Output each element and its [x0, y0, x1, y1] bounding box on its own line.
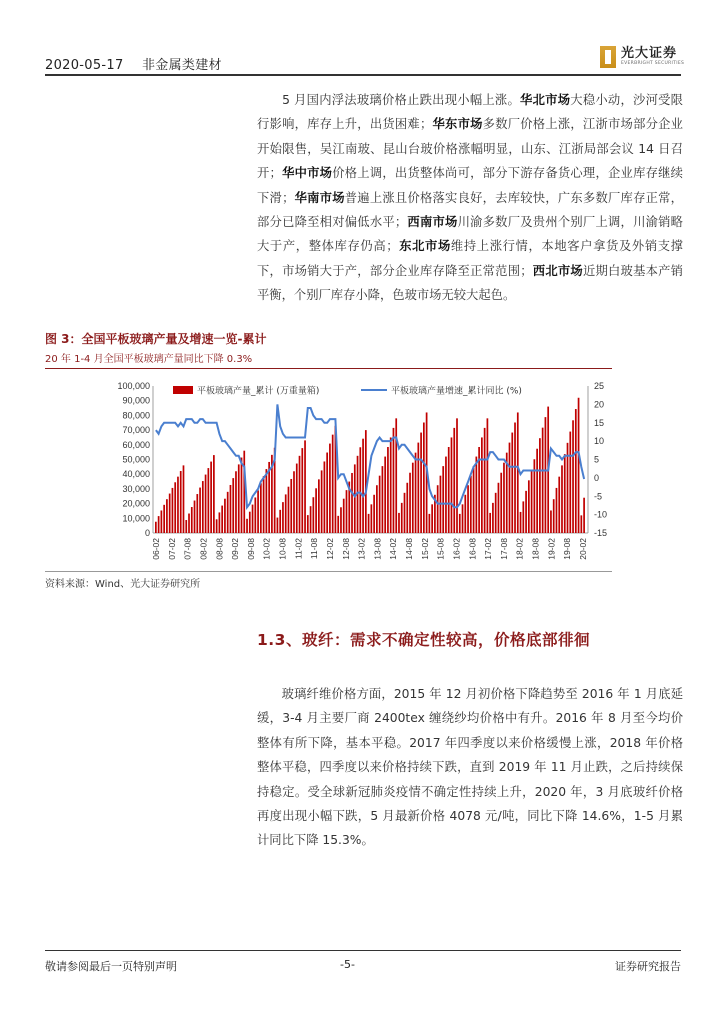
x-tick-label: 10-02 [261, 538, 272, 560]
region-name: 华北市场 [520, 93, 571, 107]
output-bar [384, 457, 386, 533]
output-bar [542, 428, 544, 533]
output-bar [412, 463, 414, 533]
report-date: 2020-05-17 [45, 58, 124, 73]
output-bar [575, 409, 577, 533]
section-title: 1.3、玻纤：需求不确定性较高，价格底部徘徊 [257, 631, 590, 649]
output-bar [307, 515, 309, 533]
output-bar [343, 499, 345, 533]
output-bar [550, 510, 552, 533]
output-bar [285, 494, 287, 533]
output-bar [329, 444, 331, 533]
output-bar [572, 420, 574, 533]
output-bar [379, 476, 381, 533]
output-bar [185, 520, 187, 533]
footer-report-type: 证券研究报告 [615, 960, 681, 973]
output-bar [161, 510, 163, 533]
page-number: -5- [340, 958, 355, 971]
output-bar [420, 433, 422, 533]
left-tick-label: 100,000 [117, 381, 150, 391]
x-tick-label: 15-08 [435, 538, 446, 560]
output-bar [337, 516, 339, 533]
output-bar [194, 501, 196, 533]
region-name: 华中市场 [281, 166, 333, 181]
output-bar [155, 522, 157, 533]
output-bar [500, 473, 502, 533]
output-bar [517, 412, 519, 533]
output-bar [437, 485, 439, 533]
output-bar [221, 506, 223, 533]
output-bar [207, 468, 209, 533]
output-bar [495, 493, 497, 533]
x-tick-label: 14-08 [404, 538, 414, 560]
output-bar [406, 483, 408, 533]
fiberglass-paragraph: 玻璃纤维价格方面，2015 年 12 月初价格下降趋势至 2016 年 1 月底延缓，3-4 月主要厂商 2400tex 缠绕纱均价格中有升。2016 年 8 月至今均价整体有所下降，基本平稳。2017 年四季度以来价格缓慢上涨，2018 年价格整体平稳，四季度以来价格持续下跌，直到 2019 年 11 月止跌，之后持续保持稳定。受全球新冠肺炎疫情不确定性持续上升，2020 年，3 月底玻纤价格再度出现小幅下跌，5 月最新价格 4078 元/吨，同比下降 14.6%，1-5 月累计同比下降 15.3%。 [257, 687, 683, 848]
output-bar [296, 464, 298, 533]
output-bar [263, 476, 265, 533]
x-tick-label: 09-02 [230, 538, 241, 560]
output-bar [509, 443, 511, 533]
x-tick-label: 06-02 [151, 538, 161, 560]
output-bar [429, 514, 431, 533]
output-bar [351, 473, 353, 533]
output-bar [216, 519, 218, 533]
output-bar [520, 512, 522, 533]
output-bar [528, 480, 530, 533]
output-bar [235, 471, 237, 533]
x-tick-label: 14-02 [388, 538, 399, 560]
output-bar [238, 464, 240, 533]
paragraph-text: 价格上调，出货整体尚可，部分下游存备货心理，企业库存继续下滑； [257, 166, 683, 205]
right-tick-label: 15 [594, 417, 605, 428]
output-bar [451, 437, 453, 533]
output-bar [266, 469, 268, 533]
right-tick-label: 10 [594, 436, 605, 447]
paragraph-text: 川渝多数厂及贵州个别厂上调，川渝销略大于产，整体库存仍高； [257, 215, 683, 254]
output-bar [174, 482, 176, 533]
output-bar [183, 465, 185, 533]
output-bar [511, 433, 513, 533]
broker-logo [600, 46, 684, 68]
output-bar [321, 470, 323, 533]
output-bar [531, 470, 533, 533]
output-bar [489, 513, 491, 533]
right-tick-label: -5 [594, 491, 603, 502]
output-bar [219, 512, 221, 533]
output-bar [362, 439, 364, 533]
x-tick-label: 08-02 [198, 538, 209, 560]
x-tick-label: 10-08 [277, 538, 288, 560]
x-tick-label: 09-08 [245, 538, 256, 560]
output-bar [514, 423, 516, 533]
output-bar [578, 398, 580, 533]
output-bar [492, 503, 494, 533]
output-bar [448, 447, 450, 533]
left-tick-label: 10,000 [122, 513, 150, 524]
output-bar [564, 454, 566, 533]
output-bar [172, 488, 174, 533]
output-bar [246, 519, 248, 533]
output-bar [376, 485, 378, 533]
output-bar [580, 515, 582, 533]
x-tick-label: 11-02 [293, 538, 304, 560]
output-bar [254, 497, 256, 533]
output-bar [395, 418, 397, 533]
output-bar [522, 501, 524, 533]
output-bar [569, 432, 571, 533]
x-tick-label: 12-02 [325, 538, 335, 560]
x-tick-label: 19-08 [562, 538, 573, 560]
output-bar [423, 423, 425, 533]
region-name: 华南市场 [294, 190, 345, 205]
output-bar [340, 507, 342, 533]
x-tick-label: 17-02 [483, 538, 494, 560]
x-tick-label: 16-08 [467, 538, 478, 560]
output-bar [536, 449, 538, 533]
figure-source: 资料来源：Wind、光大证券研究所 [45, 579, 201, 590]
left-tick-label: 0 [144, 528, 150, 538]
output-bar [415, 453, 417, 533]
output-bar [556, 488, 558, 533]
output-bar [503, 463, 505, 533]
report-category: 非金属类建材 [142, 58, 222, 73]
output-bar [318, 479, 320, 533]
output-bar [315, 488, 317, 533]
output-bar [417, 443, 419, 533]
output-bar [473, 466, 475, 533]
output-bar [462, 504, 464, 533]
output-bar [553, 499, 555, 533]
x-tick-label: 20-02 [578, 538, 588, 560]
output-bar [481, 437, 483, 533]
output-bar [196, 494, 198, 533]
right-tick-label: 20 [594, 399, 605, 410]
footer-disclaimer: 敬请参阅最后一页特别声明 [45, 960, 177, 973]
x-tick-label: 19-02 [546, 538, 557, 560]
header-divider [45, 74, 681, 76]
figure-title: 图 3：全国平板玻璃产量及增速一览-累计 [45, 332, 267, 346]
output-bar [453, 428, 455, 533]
output-bar [326, 453, 328, 533]
output-bar [301, 448, 303, 533]
output-bar [252, 505, 254, 533]
market-paragraph [257, 88, 683, 308]
x-tick-label: 18-08 [530, 538, 541, 560]
output-bar [227, 492, 229, 533]
x-tick-label: 08-08 [214, 538, 225, 560]
right-tick-label: 0 [594, 472, 600, 483]
output-bar [188, 514, 190, 533]
region-name: 西南市场 [407, 215, 458, 230]
glass-output-chart [115, 376, 615, 571]
x-tick-label: 18-02 [514, 538, 525, 560]
left-tick-label: 20,000 [122, 498, 150, 509]
output-bar [365, 430, 367, 533]
paragraph-text: 多数厂价格上涨，江浙市场部分企业开始限售，吴江南玻、昆山台玻价格涨幅明显，山东、江浙局部会议 14 日召开； [257, 117, 683, 181]
growth-line [156, 404, 584, 507]
output-bar [354, 464, 356, 533]
output-bar [288, 487, 290, 533]
output-bar [442, 466, 444, 533]
output-bar [224, 499, 226, 533]
right-tick-label: -10 [594, 509, 608, 520]
output-bar [445, 457, 447, 533]
output-bar [166, 499, 168, 533]
output-bar [243, 451, 245, 533]
paragraph-text: 近期白玻基本产销平衡，个别厂库存小降，色玻市场无较大起色。 [257, 263, 683, 303]
left-tick-label: 70,000 [122, 425, 150, 436]
output-bar [459, 514, 461, 533]
output-bar [293, 471, 295, 533]
left-tick-label: 30,000 [122, 483, 150, 494]
output-bar [393, 428, 395, 533]
output-bar [279, 510, 281, 533]
output-bar [230, 485, 232, 533]
left-tick-label: 60,000 [122, 439, 150, 450]
output-bar [304, 440, 306, 533]
output-bar [241, 458, 243, 533]
output-bar [401, 503, 403, 533]
output-bar [470, 476, 472, 533]
output-bar [210, 462, 212, 533]
output-bar [213, 455, 215, 533]
output-bar [346, 490, 348, 533]
logo-name-en: EVERBRIGHT SECURITIES [621, 61, 685, 67]
figure-subtitle: 20 年 1-4 月全国平板玻璃产量同比下降 0.3% [45, 354, 253, 365]
output-bar [312, 497, 314, 533]
output-bar [498, 483, 500, 533]
x-tick-label: 12-08 [340, 538, 351, 560]
output-bar [373, 495, 375, 533]
legend-bar-label: 平板玻璃产量_累计 (万重量箱) [197, 386, 320, 397]
output-bar [277, 518, 279, 533]
output-bar [368, 514, 370, 533]
output-bar [163, 505, 165, 533]
output-bar [205, 475, 207, 533]
output-bar [398, 513, 400, 533]
x-tick-label: 13-02 [356, 538, 367, 560]
output-bar [382, 466, 384, 533]
x-tick-label: 15-02 [419, 538, 430, 560]
output-bar [199, 488, 201, 533]
output-bar [177, 477, 179, 533]
right-tick-label: -15 [594, 528, 608, 538]
output-bar [169, 494, 171, 533]
left-tick-label: 50,000 [122, 454, 150, 465]
output-bar [359, 447, 361, 533]
footer-divider [45, 950, 681, 951]
output-bar [539, 438, 541, 533]
region-name: 东北市场 [398, 239, 451, 254]
output-bar [467, 485, 469, 533]
output-bar [404, 493, 406, 533]
output-bar [249, 512, 251, 533]
output-bar [525, 491, 527, 533]
left-tick-label: 90,000 [122, 395, 150, 406]
paragraph-text: 大稳小动，沙河受限行影响，库存上升，出货困难； [257, 93, 683, 132]
paragraph-text: 维持上涨行情，本地客户拿货及外销支撑下，市场销大于产，部分企业库存降至正常范围； [257, 239, 683, 278]
logo-mark-icon [600, 46, 616, 68]
x-tick-label: 17-08 [498, 538, 509, 560]
output-bar [484, 428, 486, 533]
output-bar [545, 417, 547, 533]
x-tick-label: 11-08 [309, 538, 320, 560]
legend-bar-swatch [173, 386, 193, 394]
right-tick-label: 25 [594, 381, 605, 391]
region-name: 华东市场 [432, 117, 483, 132]
x-tick-label: 07-08 [182, 538, 193, 560]
x-tick-label: 07-02 [166, 538, 177, 560]
logo-name-cn: 光大证券 [621, 46, 678, 62]
source-divider [45, 571, 612, 572]
output-bar [158, 516, 160, 533]
right-tick-label: 5 [594, 454, 600, 465]
output-bar [299, 456, 301, 533]
output-bar [558, 477, 560, 533]
output-bar [456, 418, 458, 533]
output-bar [232, 478, 234, 533]
output-bar [431, 504, 433, 533]
x-tick-label: 13-08 [372, 538, 383, 560]
output-bar [180, 471, 182, 533]
output-bar [390, 437, 392, 533]
output-bar [464, 495, 466, 533]
output-bar [561, 465, 563, 533]
output-bar [282, 502, 284, 533]
output-bar [257, 490, 259, 533]
output-bar [202, 481, 204, 533]
left-tick-label: 40,000 [122, 469, 150, 480]
paragraph-text: 5 月国内浮法玻璃价格止跌出现小幅上涨。 [282, 93, 521, 107]
region-name: 西北市场 [532, 263, 583, 278]
output-bar [371, 504, 373, 533]
output-bar [387, 447, 389, 533]
left-tick-label: 80,000 [122, 410, 150, 421]
output-bar [310, 506, 312, 533]
output-bar [260, 483, 262, 533]
output-bar [324, 461, 326, 533]
paragraph-text: 普遍上涨且价格落实良好，去库较快，广东多数厂库存正常，部分已降至相对偏低水平； [257, 190, 683, 230]
x-tick-label: 16-02 [451, 538, 462, 560]
output-bar [290, 479, 292, 533]
legend-line-label: 平板玻璃产量增速_累计同比 (%) [391, 386, 522, 397]
output-bar [487, 418, 489, 533]
output-bar [191, 507, 193, 533]
output-bar [332, 435, 334, 533]
figure-divider [45, 368, 612, 369]
output-bar [409, 473, 411, 533]
output-bar [583, 498, 585, 533]
output-bar [475, 457, 477, 533]
header-meta [45, 54, 236, 73]
